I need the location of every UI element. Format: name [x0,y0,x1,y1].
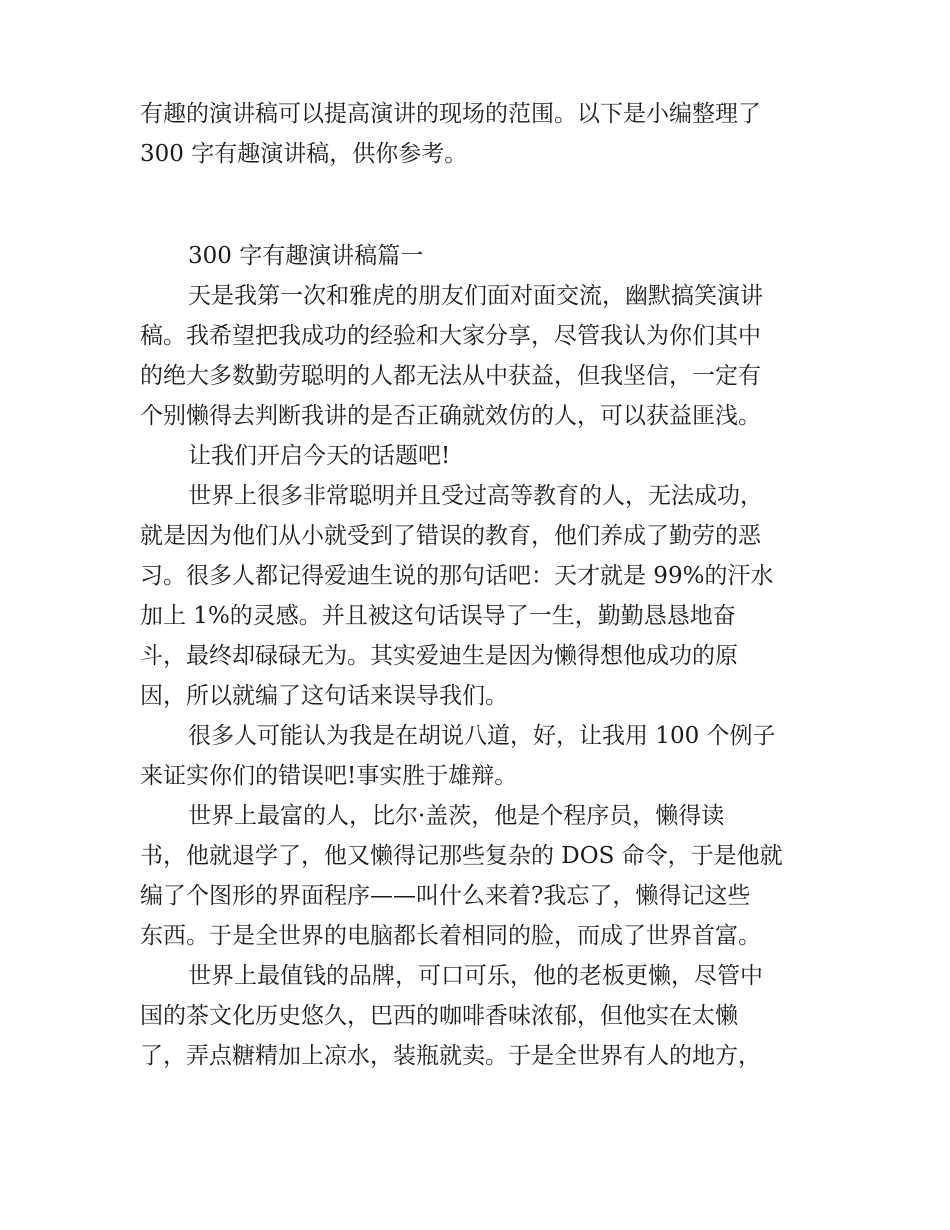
intro-paragraph [140,94,830,174]
body-line: 稿。我希望把我成功的经验和大家分享，尽管我认为你们其中 [140,323,761,349]
body-line: 世界上最富的人，比尔·盖茨，他是个程序员，懒得读 [188,803,725,829]
body-line: 加上 1%的灵感。并且被这句话误导了一生，勤勤恳恳地奋 [140,603,736,629]
body-line: 天是我第一次和雅虎的朋友们面对面交流，幽默搞笑演讲 [188,283,763,309]
body-line: 了，弄点糖精加上凉水，装瓶就卖。于是全世界有人的地方， [140,1043,761,1069]
body-line: 来证实你们的错误吧!事实胜于雄辩。 [140,763,518,789]
body-line: 个别懒得去判断我讲的是否正确就效仿的人，可以获益匪浅。 [140,403,761,429]
body-line: 很多人可能认为我是在胡说八道，好，让我用 100 个例子 [188,723,776,749]
intro-line: 300 字有趣演讲稿，供你参考。 [140,141,468,167]
body-line: 书，他就退学了，他又懒得记那些复杂的 DOS 命令，于是他就 [140,843,783,869]
body-line: 习。很多人都记得爱迪生说的那句话吧：天才就是 99%的汗水 [140,563,774,589]
body-text [140,276,830,1076]
body-line: 让我们开启今天的话题吧! [188,443,451,469]
body-line: 编了个图形的界面程序——叫什么来着?我忘了，懒得记这些 [140,883,751,909]
body-line: 的绝大多数勤劳聪明的人都无法从中获益，但我坚信，一定有 [140,363,761,389]
body-line: 世界上很多非常聪明并且受过高等教育的人，无法成功， [188,483,763,509]
body-line: 东西。于是全世界的电脑都长着相同的脸，而成了世界首富。 [140,923,761,949]
intro-line: 有趣的演讲稿可以提高演讲的现场的范围。以下是小编整理了 [140,101,761,127]
body-line: 世界上最值钱的品牌，可口可乐，他的老板更懒，尽管中 [188,963,763,989]
body-line: 斗，最终却碌碌无为。其实爱迪生是因为懒得想他成功的原 [140,643,738,669]
section-heading-block [140,236,830,276]
body-line: 就是因为他们从小就受到了错误的教育，他们养成了勤劳的恶 [140,523,761,549]
body-line: 因，所以就编了这句话来误导我们。 [140,683,508,709]
body-line: 国的茶文化历史悠久，巴西的咖啡香味浓郁，但他实在太懒 [140,1003,738,1029]
section-heading: 300 字有趣演讲稿篇一 [188,243,424,269]
